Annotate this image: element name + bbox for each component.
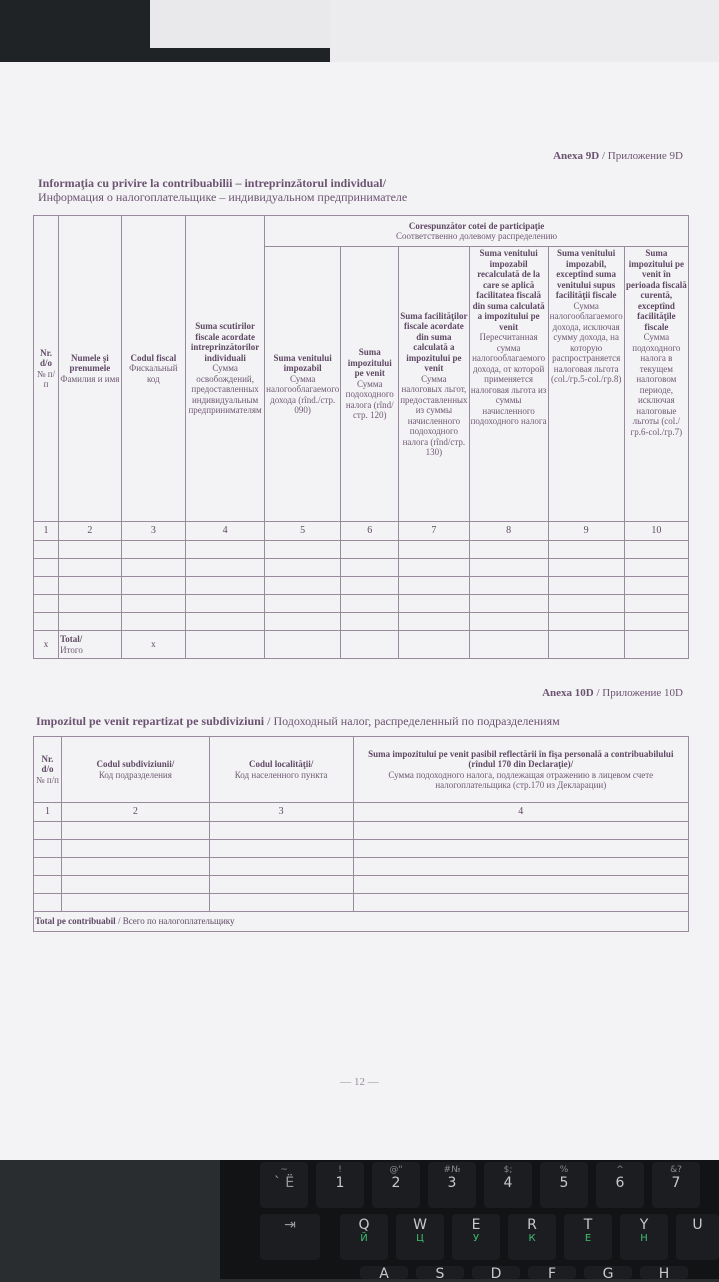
col-number: 4	[353, 803, 688, 822]
table-row	[34, 840, 689, 858]
section1-title	[38, 176, 407, 204]
column-numbers-row	[34, 522, 689, 541]
annex-ru: Приложение 10D	[602, 687, 683, 699]
section2-title-ru: Подоходный налог, распределенный по подразделениям	[273, 714, 560, 728]
table-row	[34, 577, 689, 595]
page-number: — 12 —	[340, 1076, 379, 1088]
col-header-3: Codul fiscal Фискальный код	[121, 216, 185, 522]
annex-ro: Anexa 9D	[553, 150, 600, 162]
key[interactable]: % 5	[540, 1162, 588, 1208]
key[interactable]: T Е	[564, 1214, 612, 1260]
col-number: 2	[59, 522, 122, 541]
col-number: 3	[209, 803, 353, 822]
col-number: 9	[548, 522, 624, 541]
key[interactable]: #№ 3	[428, 1162, 476, 1208]
key[interactable]: @" 2	[372, 1162, 420, 1208]
col-header-8: Suma venitului impozabil recalculată de la care se aplică facilitatea fiscală din suma calculată a impozitului pe venit Пересчитанная сумма налогооблагаемого дохода, от которой применяется налоговая льгота из суммы начисленного подоходного налога	[469, 247, 548, 522]
key[interactable]: $; 4	[484, 1162, 532, 1208]
contributors-table	[33, 215, 689, 659]
col-number: 4	[186, 522, 265, 541]
background-sheet	[330, 0, 719, 70]
total-mark: x	[34, 631, 59, 659]
column-numbers-row	[34, 803, 689, 822]
col-number: 5	[265, 522, 341, 541]
subdivisions-table	[33, 736, 689, 932]
table-row	[34, 822, 689, 840]
col-header-10: Suma impozitului pe venit în perioada fiscală curentă, exceptînd facilităţile fiscale Сумма подоходного налога в текущем налоговом периоде, исключая налоговые льготы (col./гр.6-col./гр.7)	[624, 247, 688, 522]
total-label: Total/ Итого	[59, 631, 122, 659]
key[interactable]: ! 1	[316, 1162, 364, 1208]
table-row	[34, 613, 689, 631]
annex-sep: /	[593, 687, 603, 699]
table-row	[34, 559, 689, 577]
col-header-6: Suma impozitului pe venit Сумма подоходного налога (rînd/стр. 120)	[341, 247, 399, 522]
annex-ro: Anexa 10D	[542, 687, 594, 699]
background-sheet	[150, 0, 350, 48]
section2-sep: /	[264, 714, 274, 728]
col-number: 1	[34, 803, 62, 822]
col-header-3: Codul localităţii/ Код населенного пункта	[209, 737, 353, 803]
table-row	[34, 595, 689, 613]
section2-title-ro: Impozitul pe venit repartizat pe subdiviziuni	[36, 714, 265, 728]
key[interactable]: S	[416, 1266, 464, 1279]
key[interactable]: D	[472, 1266, 520, 1279]
keyboard	[220, 1160, 719, 1282]
col-header-1: Nr. d/o № п/п	[34, 737, 62, 803]
col-header-9: Suma venitului impozabil, exceptînd suma venitului supus facilităţii fiscale Сумма налогооблагаемого дохода, исключая сумму дохода, на которую распространяется налоговая льгота (col./гр.5-col./гр.8)	[548, 247, 624, 522]
col-number: 10	[624, 522, 688, 541]
col-header-5: Suma venitului impozabil Сумма налогооблагаемого дохода (rînd./стр. 090)	[265, 247, 341, 522]
annex-sep: /	[599, 150, 608, 162]
key[interactable]: W Ц	[396, 1214, 444, 1260]
col-number: 7	[399, 522, 469, 541]
col-header-2: Codul subdiviziunii/ Код подразделения	[61, 737, 209, 803]
total-label: Total pe contribuabil / Всего по налогоплательщику	[34, 912, 689, 932]
table-row	[34, 541, 689, 559]
group-header: Corespunzător cotei de participaţie Соответственно долевому распределению	[265, 216, 689, 247]
section2-title	[36, 714, 560, 729]
col-header-7: Suma facilităţilor fiscale acordate din suma calculată a impozitului pe venit Сумма налоговых льгот, предоставленных из суммы начисленного подоходного налога (rînd/стр. 130)	[399, 247, 469, 522]
annex-ru: Приложение 9D	[607, 150, 683, 162]
key[interactable]: Q Й	[340, 1214, 388, 1260]
col-number: 2	[61, 803, 209, 822]
total-row	[34, 912, 689, 932]
key[interactable]: Y Н	[620, 1214, 668, 1260]
section1-title-ru: Информация о налогоплательщике – индивидуальном предпринимателе	[38, 190, 408, 204]
annex-9d-label	[553, 150, 683, 162]
table-row	[34, 876, 689, 894]
table-row	[34, 858, 689, 876]
total-row	[34, 631, 689, 659]
key[interactable]: &? 7	[652, 1162, 700, 1208]
col-header-2: Numele şi prenumele Фамилия и имя	[59, 216, 122, 522]
key[interactable]: F	[528, 1266, 576, 1279]
key[interactable]: R К	[508, 1214, 556, 1260]
section1-title-ro: Informaţia cu privire la contribuabilii – intreprinzătorul individual/	[38, 176, 386, 190]
table-row	[34, 894, 689, 912]
tab-key[interactable]: ⇥	[260, 1214, 320, 1260]
col-header-1: Nr. d/o № п/п	[34, 216, 59, 522]
col-number: 8	[469, 522, 548, 541]
key[interactable]: H	[640, 1266, 688, 1279]
col-number: 1	[34, 522, 59, 541]
total-mark: x	[121, 631, 185, 659]
col-number: 6	[341, 522, 399, 541]
key[interactable]: G	[584, 1266, 632, 1279]
annex-10d-label	[542, 687, 683, 699]
key[interactable]: ~ ` Ё	[260, 1162, 308, 1208]
col-header-4: Suma impozitului pe venit pasibil reflectării în fişa personală a contribuabilului (rîndul 170 din Declaraţie)/ Сумма подоходного налога, подлежащая отражению в лицевом счете налогоплательщика (стр.170 из Декларации)	[353, 737, 688, 803]
col-header-4: Suma scutirilor fiscale acordate intreprinzătorilor individuali Сумма освобождений, предоставленных индивидуальным предпринимателям	[186, 216, 265, 522]
background-top	[0, 0, 719, 70]
key[interactable]: A	[360, 1266, 408, 1279]
col-number: 3	[121, 522, 185, 541]
key[interactable]: E У	[452, 1214, 500, 1260]
key[interactable]: ^ 6	[596, 1162, 644, 1208]
key[interactable]: U	[676, 1214, 719, 1260]
